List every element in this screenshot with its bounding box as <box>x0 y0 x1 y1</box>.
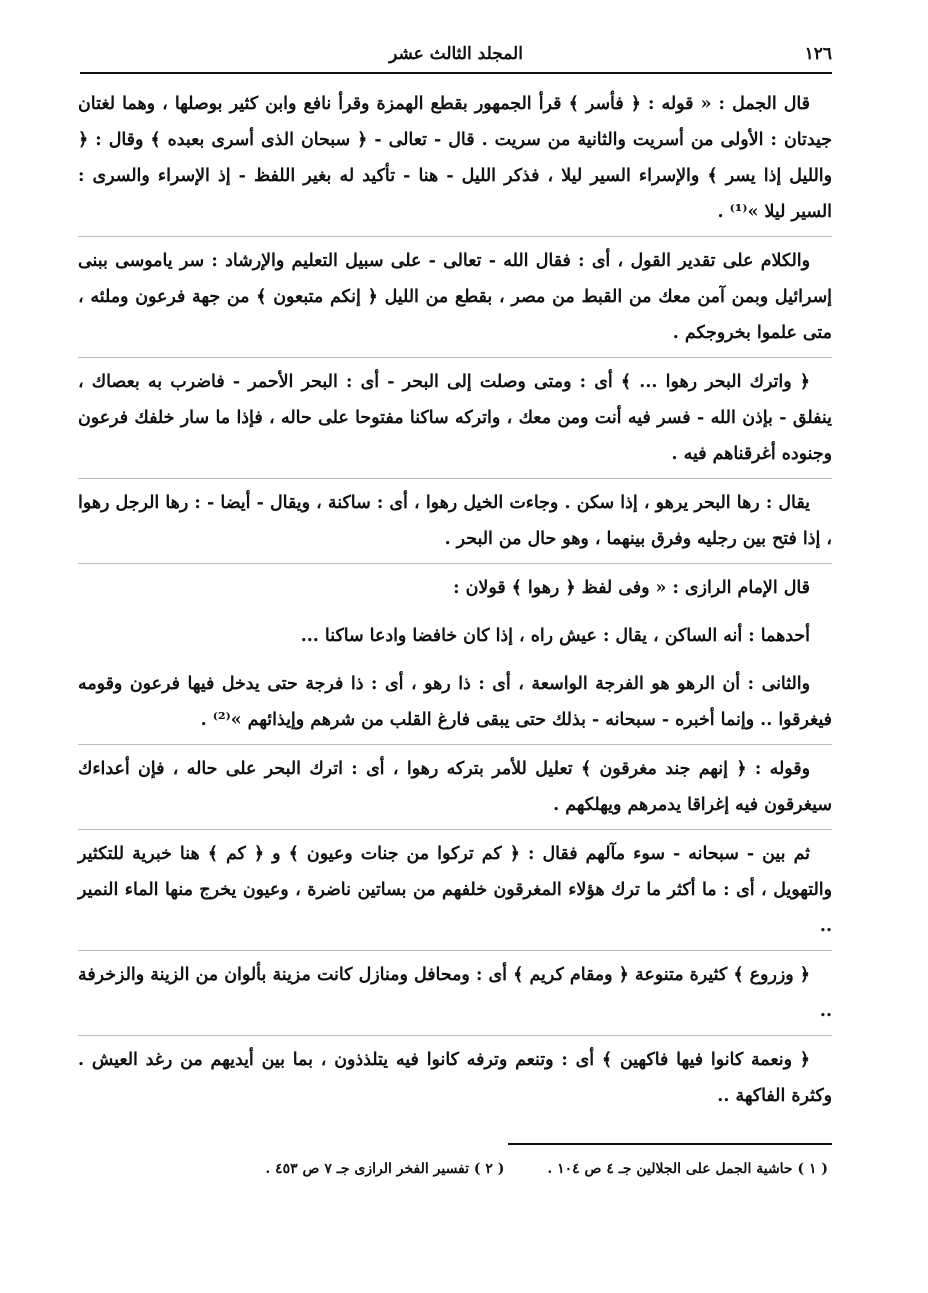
running-title: المجلد الثالث عشر <box>389 44 523 64</box>
paragraph: ثم بين - سبحانه - سوء مآلهم فقال : ﴿ كم تركوا من جنات وعيون ﴾ و ﴿ كم ﴾ هنا خبرية للتكثير والتهويل ، أى : ما أكثر ما ترك هؤلاء المغرقون خلفهم من بساتين ناضرة ، وعيون يخرج منها الماء النمير .. <box>78 836 832 951</box>
paragraph: والثانى : أن الرهو هو الفرجة الواسعة ، أى : ذا رهو ، أى : ذا فرجة حتى يدخل فيها فرعون وقومه فيغرقوا .. وإنما أخبره - سبحانه - بذلك حتى يبقى فارغ القلب من شرهم وإيذائهم »⁽²⁾ . <box>78 666 832 745</box>
paragraph: أحدهما : أنه الساكن ، يقال : عيش راه ، إذا كان خافضا وادعا ساكنا ... <box>300 626 810 646</box>
footnotes <box>108 1158 828 1180</box>
paragraph: ﴿ ونعمة كانوا فيها فاكهين ﴾ أى : وتنعم وترفه كانوا فيه يتلذذون ، بما بين أيديهم من رغد العيش . وكثرة الفاكهة .. <box>78 1050 832 1106</box>
footnote: ( ١ ) حاشية الجمل على الجلالين جـ ٤ ص ١٠٤ . <box>547 1161 828 1177</box>
body-text <box>78 86 832 1126</box>
footnote-divider <box>508 1143 832 1145</box>
page-number: ١٢٦ <box>804 44 832 64</box>
footnote: ( ٢ ) تفسير الفخر الرازى جـ ٧ ص ٤٥٣ . <box>265 1161 505 1177</box>
paragraph: وقوله : ﴿ إنهم جند مغرقون ﴾ تعليل للأمر بتركه رهوا ، أى : اترك البحر على حاله ، فإن أعداءك سيغرقون فيه إغراقا يدمرهم ويهلكهم . <box>78 751 832 830</box>
page-header <box>80 38 832 74</box>
paragraph: يقال : رها البحر يرهو ، إذا سكن . وجاءت الخيل رهوا ، أى : ساكنة ، ويقال - أيضا - : رها الرجل رهوا ، إذا فتح بين رجليه وفرق بينهما ، وهو حال من البحر . <box>78 485 832 564</box>
paragraph: والكلام على تقدير القول ، أى : فقال الله - تعالى - على سبيل التعليم والإرشاد : سر ياموسى ببنى إسرائيل وبمن آمن معك من القبط من مصر ، بقطع من الليل ﴿ إنكم متبعون ﴾ من جهة فرعون وملئه ، متى علموا بخروجكم . <box>78 243 832 358</box>
paragraph: ﴿ وزروع ﴾ كثيرة متنوعة ﴿ ومقام كريم ﴾ أى : ومحافل ومنازل كانت مزينة بألوان من الزينة والزخرفة .. <box>78 957 832 1036</box>
paragraph: قال الجمل : « قوله : ﴿ فأسر ﴾ قرأ الجمهور بقطع الهمزة وقرأ نافع وابن كثير بوصلها ، وهما لغتان جيدتان : الأولى من أسريت والثانية من سريت . قال - تعالى - ﴿ سبحان الذى أسرى بعبده ﴾ وقال : ﴿ والليل إذا يسر ﴾ والإسراء السير ليلا ، فذكر الليل - هنا - تأكيد له بغير اللفظ - إذ الإسراء والسرى : السير ليلا »⁽¹⁾ . <box>78 86 832 237</box>
paragraph: قال الإمام الرازى : « وفى لفظ ﴿ رهوا ﴾ قولان : <box>453 578 810 598</box>
paragraph: ﴿ واترك البحر رهوا ... ﴾ أى : ومتى وصلت إلى البحر - أى : البحر الأحمر - فاضرب به بعصاك ، ينفلق - بإذن الله - فسر فيه أنت ومن معك ، واتركه ساكنا مفتوحا على حاله ، فإذا ما سار خلفك فرعون وجنوده أغرقناهم فيه . <box>78 364 832 479</box>
